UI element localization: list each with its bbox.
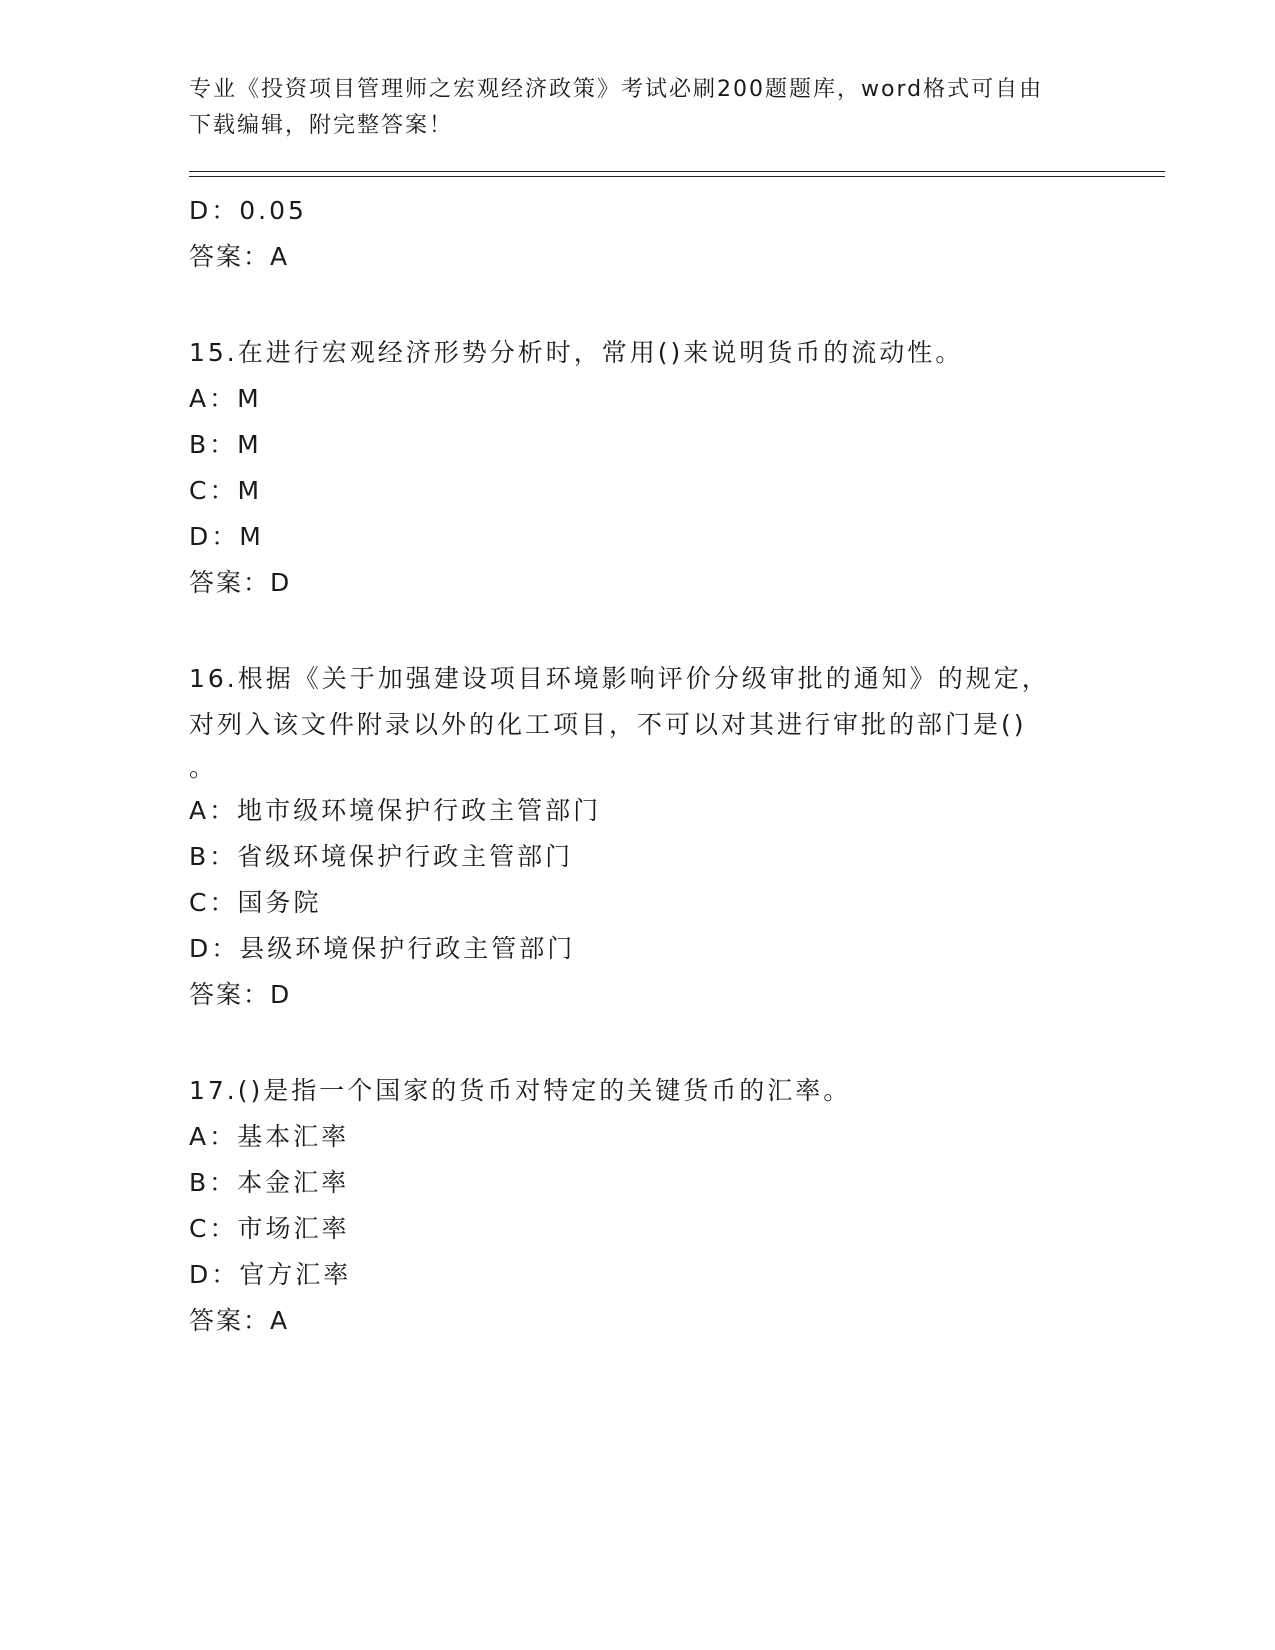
document-header bbox=[189, 72, 1069, 144]
question-17 bbox=[189, 1068, 1069, 1344]
option-a: A：基本汇率 bbox=[189, 1122, 350, 1151]
document-body bbox=[189, 188, 1069, 1344]
option-c: C：M bbox=[189, 476, 263, 505]
spacer bbox=[189, 280, 1069, 330]
option-b: B：本金汇率 bbox=[189, 1168, 350, 1197]
question-16 bbox=[189, 656, 1069, 1018]
answer: 答案：D bbox=[189, 568, 292, 597]
question-stem-line-2: 对列入该文件附录以外的化工项目，不可以对其进行审批的部门是() bbox=[189, 710, 1027, 739]
option-a: A：地市级环境保护行政主管部门 bbox=[189, 796, 602, 825]
option-d: D：县级环境保护行政主管部门 bbox=[189, 934, 576, 963]
spacer bbox=[189, 606, 1069, 656]
header-rule-top bbox=[189, 171, 1165, 172]
header-rule-bottom bbox=[189, 176, 1165, 177]
option-d: D：M bbox=[189, 522, 264, 551]
header-line-2: 下载编辑，附完整答案！ bbox=[189, 113, 454, 138]
answer: 答案：A bbox=[189, 1306, 290, 1335]
question-stem: 15.在进行宏观经济形势分析时，常用()来说明货币的流动性。 bbox=[189, 338, 964, 367]
question-15 bbox=[189, 330, 1069, 606]
answer: 答案：D bbox=[189, 980, 292, 1009]
prev-option-d: D：0.05 bbox=[189, 196, 307, 225]
option-d: D：官方汇率 bbox=[189, 1260, 352, 1289]
header-line-1: 专业《投资项目管理师之宏观经济政策》考试必刷200题题库，word格式可自由 bbox=[189, 77, 1044, 102]
question-stem-line-3: 。 bbox=[189, 753, 218, 782]
option-a: A：M bbox=[189, 384, 262, 413]
spacer bbox=[189, 1018, 1069, 1068]
option-c: C：国务院 bbox=[189, 888, 322, 917]
option-b: B：省级环境保护行政主管部门 bbox=[189, 842, 574, 871]
question-stem-line-1: 16.根据《关于加强建设项目环境影响评价分级审批的通知》的规定， bbox=[189, 664, 1050, 693]
question-stem: 17.()是指一个国家的货币对特定的关键货币的汇率。 bbox=[189, 1076, 852, 1105]
prev-answer: 答案：A bbox=[189, 242, 290, 271]
option-b: B：M bbox=[189, 430, 262, 459]
option-c: C：市场汇率 bbox=[189, 1214, 350, 1243]
